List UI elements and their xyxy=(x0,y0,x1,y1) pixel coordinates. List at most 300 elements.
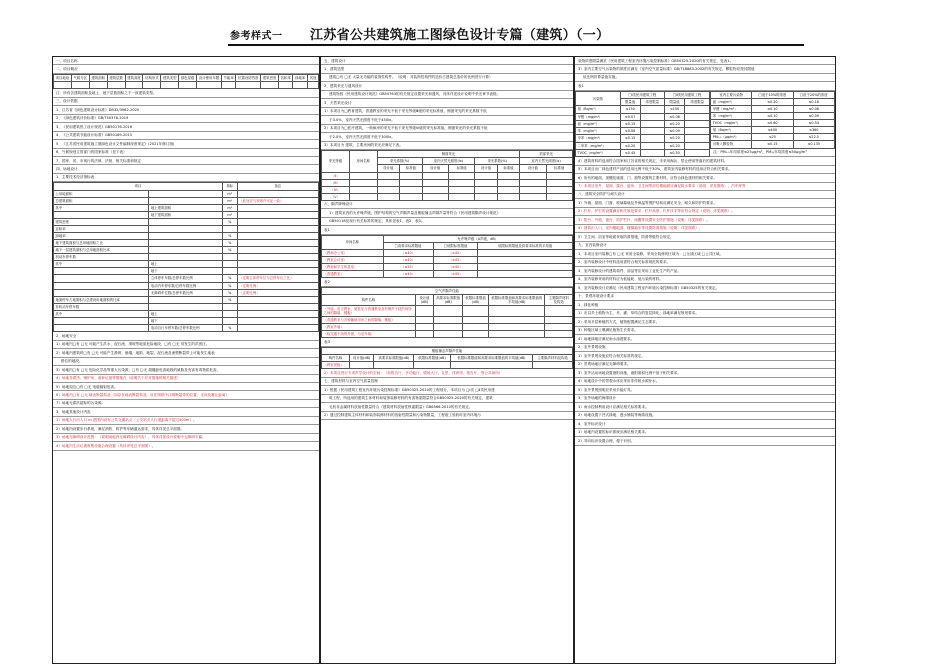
tech-table-title: 1、主要技术经济指标表 xyxy=(53,174,319,182)
site-other-title: 3、场地其他设计内容 xyxy=(53,408,319,416)
overview-cell xyxy=(71,82,89,89)
tech-item: 地下一层建筑面积与总用地面积比率 xyxy=(54,247,149,254)
overview-cell xyxy=(197,82,222,89)
tech-row xyxy=(54,261,319,268)
t1-head: 允许噪声级（A声级，dB） xyxy=(383,235,572,242)
ta-row xyxy=(576,113,710,120)
t2-cell xyxy=(545,306,573,317)
dl-cell xyxy=(422,172,448,179)
t2-member: （外墙：语言教室、阅览室与普通教室及有噪声干扰的场所之间的隔墙、楼板） xyxy=(322,306,416,317)
t2-cell xyxy=(434,324,463,331)
ta-c xyxy=(685,113,710,120)
ta-v1: ≤0.06 xyxy=(620,128,640,135)
tb-v2: ≤0.08 xyxy=(793,106,834,113)
t2-col: 低限标准限值和高要求标准限值的平均值(dB) xyxy=(489,294,545,305)
t1-room: （教师和学生休息室） xyxy=(322,264,384,271)
ta-c xyxy=(685,149,710,156)
ta-name: 苯（mg/m³） xyxy=(576,128,621,135)
tech-unit: m² xyxy=(222,204,237,211)
tb-note: 注：PM₂.₅年均浓度≤25μg/m³，PM₁₀年均浓度≤50μg/m³ xyxy=(710,149,835,157)
other-item: 2）场地内设置步行系统，满足消防、救护等车辆通达需求，具体详见总平面图。 xyxy=(53,425,319,433)
overview-head: 项目地址 xyxy=(54,74,72,81)
header-rule xyxy=(228,44,804,46)
spec-item: 1、本项目室内装修□有 □无 采用全装修，采用全装修的区域为：□全部区域 □公共区域。 xyxy=(575,250,835,258)
tech-subitem xyxy=(149,240,222,247)
ta-row xyxy=(576,106,710,113)
tech-row xyxy=(54,317,319,324)
tech-note xyxy=(237,190,318,197)
dl-cell xyxy=(546,179,572,186)
basis-item: 6、气候规划主管部门的国家标准（见下表） xyxy=(53,149,319,157)
overview-cell xyxy=(89,82,107,89)
tech-note xyxy=(237,254,318,261)
tech-note xyxy=(237,325,318,332)
t1-col-room: 房间名称 xyxy=(322,235,384,249)
overview-cell xyxy=(143,82,161,89)
t1-high: （≤40） xyxy=(383,249,433,256)
tb-row xyxy=(711,113,835,120)
daylight-row xyxy=(322,186,573,193)
spec-item: 4）建筑材料的选用符合国家和江苏省的相关规定，未采用淘汰、禁止使用等落后的建筑材料。 xyxy=(575,157,835,165)
spec-item: 2、室外景观设施 xyxy=(575,344,835,352)
tech-unit xyxy=(222,261,237,268)
dl-cell xyxy=(422,193,448,200)
tech-subitem: 地下建筑面积 xyxy=(149,211,222,218)
tech-subitem: 电动自行车停车数/总停车数比例 xyxy=(149,325,222,332)
t3-row xyxy=(322,362,573,369)
tech-head-item: 项目 xyxy=(54,183,223,190)
t2-cell xyxy=(462,324,488,331)
ta-v1: ≤0.15 xyxy=(620,120,640,127)
material-item: 2）通过控制建筑主体材料和装饰装修材料的放射性限量和污染物限量，工程竣工验收时室内环境污 xyxy=(321,412,573,420)
tech-subitem xyxy=(149,254,222,261)
t2-cell xyxy=(434,331,463,338)
tech-subitem: 地上建筑面积 xyxy=(149,204,222,211)
overview-head: 绿地率 xyxy=(293,74,307,81)
ta-title: 表1 xyxy=(575,82,835,90)
overview-head: 建筑层数 xyxy=(107,74,125,81)
pollutant-table-2 xyxy=(710,91,835,149)
overview-cell xyxy=(125,82,143,89)
spec-item: 7）本项目室外、屋面、露台、厨房、卫生间等部位楼地面应满足防水要求（说明：详见图纸），汽车库等 xyxy=(575,183,835,191)
basis-item: 7、国家、省、市现行的法律、法规、相关标准和规定 xyxy=(53,157,319,165)
tech-row xyxy=(54,325,319,332)
dl-cell xyxy=(497,179,519,186)
tb-name: 苯（mg/m³） xyxy=(711,113,752,120)
overview-head: 其他 xyxy=(307,74,318,81)
tech-item: 其中 xyxy=(54,310,149,317)
dl-cell xyxy=(497,186,519,193)
basis-item: 4、《公共建筑节能设计标准》GB50189-2015 xyxy=(53,132,319,140)
dl-cell xyxy=(520,186,546,193)
t2-cell xyxy=(415,331,434,338)
t2-cell xyxy=(489,331,545,338)
other-item: 1）场地人行出入口 m 范围内设有公共交通站点（公交站点人行道距离不超过500m）。 xyxy=(53,417,319,425)
tech-row xyxy=(54,225,319,232)
overview-cell xyxy=(179,82,197,89)
tb-v2: ≤0.135 xyxy=(793,141,834,148)
tech-subitem: 地下 xyxy=(149,317,222,324)
dl-grade: （Ⅲ） xyxy=(322,179,350,186)
ta-col-pollutant: 污染物 xyxy=(576,91,621,105)
basis-item: 3、《民用建筑热工设计规范》GB50176-2016 xyxy=(53,123,319,131)
dl-cell xyxy=(400,193,422,200)
dl-cell xyxy=(377,193,399,200)
overview-cell xyxy=(54,82,72,89)
tb-v1: ≤0.20 xyxy=(752,99,793,106)
dl-sub-value-head: 设计值 xyxy=(475,165,497,172)
tb-col-name: 室内主要污染物 xyxy=(711,91,752,98)
dl-cell xyxy=(400,179,422,186)
t1-title: 表1 xyxy=(321,226,573,234)
tb-row xyxy=(711,141,835,148)
dl-cell xyxy=(349,172,377,179)
tech-note xyxy=(237,247,318,254)
safety-item: 4）场地非滞涝、锅炉房、废弃垃圾等措施在（说明关于应对措施的相关描述） xyxy=(53,375,319,383)
spec-item: 2）栏杆、护栏的设置满足相关规范要求，栏杆高度、栏杆扶手等应符合规定（说明：详见图纸）。 xyxy=(575,208,835,216)
tech-unit: % xyxy=(222,240,237,247)
spec-item: 4）场地绿地应满足雨水渗透要求。 xyxy=(575,335,835,343)
dl-cell xyxy=(448,186,474,193)
tb-v1: ≤400 xyxy=(752,127,793,134)
daylight-item: 于3.0%，室内天然光照度不低于450lx。 xyxy=(321,116,573,124)
tech-row xyxy=(54,211,319,218)
t2-row xyxy=(322,331,573,338)
dl-cell xyxy=(546,172,572,179)
t3-cell xyxy=(374,362,414,369)
overview-cell xyxy=(293,82,307,89)
material-item: 无机非金属材料放射性限量符合《建筑材料放射性核素限量》GB6566-2010的有关规定。 xyxy=(321,403,573,411)
t2-row xyxy=(322,306,573,317)
tech-row xyxy=(54,303,319,310)
spec-item: 3、室内装修设计的建筑构件、部品等应采用工业化生产的产品。 xyxy=(575,267,835,275)
ta-sub-head: 限量值 xyxy=(664,99,684,106)
overview-head: 建筑面积 xyxy=(89,74,107,81)
section-basis: 三、设计依据 xyxy=(53,98,319,106)
tech-row xyxy=(54,254,319,261)
tech-unit xyxy=(222,317,237,324)
spec-item: 4、室外标识设计 xyxy=(575,420,835,428)
material-item: 2）本项目进行专项声学设计的空间：（如报告厅、多功能厅、剧场大厅、礼堂、体育馆、报告厅、等公共场所） xyxy=(321,369,573,377)
tech-row xyxy=(54,240,319,247)
dl-cell xyxy=(377,186,399,193)
tb-row xyxy=(711,134,835,141)
tb-row xyxy=(711,127,835,134)
overview-head: 建筑高度 xyxy=(125,74,143,81)
tb-v2: ≤0.18 xyxy=(793,99,834,106)
basis-item: 1、江苏省《绿色建筑设计标准》DB32/3962-2020 xyxy=(53,106,319,114)
dl-cell xyxy=(349,179,377,186)
t1-avg xyxy=(478,257,573,264)
dl-head-top: 顶部采光 xyxy=(520,151,573,158)
t2-col: 构件名称 xyxy=(322,294,416,305)
tech-item: 其中 xyxy=(54,204,149,211)
overview-head: 气候分区 xyxy=(71,74,89,81)
tech-item: 地面停车占地面积与总建设用地面积的比率 xyxy=(54,296,149,303)
material-item: 筑工程，所选用的建筑主体材料和装饰装修材料的有害物质限量符合GB50325-2020的有关规定，建筑 xyxy=(321,395,573,403)
ta-sub-head: 浓度限量 xyxy=(685,99,710,106)
spec-item: 2）采用多层种植的方式，植物配置满足生态要求。 xyxy=(575,318,835,326)
t1-high: （≤35） xyxy=(383,264,433,271)
t2-member: （普通教室与各种辅助用房之间的隔墙、楼板） xyxy=(322,317,416,324)
t2-col: 低限标准限值(dB) xyxy=(462,294,488,305)
t2-member: （临交通干线的外窗，为室外墙） xyxy=(322,331,416,338)
noise-text-2: GB50118及现行有关标准的规定，具体见表1、表2、表3。 xyxy=(321,218,573,226)
dl-grade: （Ⅳ） xyxy=(322,186,350,193)
overview-head: 抗震设防烈度 xyxy=(236,74,261,81)
tb-name: 可吸入颗粒物 xyxy=(711,141,752,148)
dl-grade: （Ⅱ） xyxy=(322,172,350,179)
tech-row xyxy=(54,204,319,211)
section-project-name: 一、项目名称： xyxy=(53,57,319,65)
tech-subitem: 电动汽车停车数/总停车数比例 xyxy=(149,282,222,289)
basis-item: 5、《江苏省民用建筑施工图绿色设计文件编制深度规定》(2021年修订版) xyxy=(53,140,319,148)
tech-subitem: 立体停车车数/总停车数比例 xyxy=(149,275,222,282)
dl-cell xyxy=(377,172,399,179)
dl-head-side: 侧面采光 xyxy=(377,151,520,158)
t3-col: 高要求标准限值(dB) xyxy=(374,354,414,361)
tech-note xyxy=(237,211,318,218)
form-title: 1、建筑造型 xyxy=(321,65,573,73)
spec-item: 5）卫生间、浴室等地面采取防滑措施，防滑等级符合规定。 xyxy=(575,233,835,241)
tech-unit: % xyxy=(222,275,237,282)
tb-row xyxy=(711,99,835,106)
spec-item: 5）室外景观照明应采用节能灯具。 xyxy=(575,386,835,394)
tech-item: 建筑密度 xyxy=(54,218,149,225)
tb-name: TVOC（mg/m³） xyxy=(711,120,752,127)
dl-sub-value-head: 标准值 xyxy=(546,165,572,172)
spec-item: 十、景观环境设计要求 xyxy=(575,293,835,301)
t1-room: （教室会议室） xyxy=(322,257,384,264)
tech-subitem: 地下 xyxy=(149,268,222,275)
t2-head: 空气声隔声性能 xyxy=(322,287,573,294)
daylight-title: 3、天然采光设计 xyxy=(321,99,573,107)
other-item: 3）场地无障碍设计范围：（说明场地内无障碍设计内容），具体详见设计说明中无障碍专篇。 xyxy=(53,434,319,442)
spec-item: 4、室内装修采用的材料应为低能耗、低污染的材料。 xyxy=(575,276,835,284)
material-item: 七、建筑材料与室内空气质量控制 xyxy=(321,378,573,386)
overview-cell xyxy=(161,82,179,89)
t3-head: 楼板撞击声隔声性能 xyxy=(322,347,573,354)
spec-item: 4）场地设计中的景观水体应采用非传统水源补水。 xyxy=(575,378,835,386)
spec-item: 1）外墙、屋面、门窗、玻璃幕墙及外保温等围护结构应满足安全、耐久和防护的要求。 xyxy=(575,199,835,207)
tb-row xyxy=(711,106,835,113)
ta-c xyxy=(685,135,710,142)
dl-cell xyxy=(422,186,448,193)
t3-col: 低限标准限值(dB) xyxy=(414,354,450,361)
t3-col: 低限标准限值和高要求标准限值的平均值(dB) xyxy=(450,354,533,361)
spec-item: 5、室内装修设计应满足《民用建筑工程室内环境污染控制标准》GB50325的有关规定。 xyxy=(575,284,835,292)
safety-item: 5）场地周边□有 □无 电磁辐射危害。 xyxy=(53,383,319,391)
tb-v1: ≤25 xyxy=(752,134,793,141)
tech-note: （此处应与规划许可证一致） xyxy=(237,197,318,204)
dl-sub-value-head: 标准值 xyxy=(497,165,519,172)
safety-item: 错位的地段。 xyxy=(53,358,319,366)
tb-v1: ≤0.10 xyxy=(752,113,793,120)
tech-item: 其中 xyxy=(54,261,149,268)
dl-cell xyxy=(475,172,497,179)
tech-subitem xyxy=(149,225,222,232)
overview-head: 建筑密度 xyxy=(261,74,279,81)
dl-sub-value-head: 标准值 xyxy=(400,165,422,172)
tech-item xyxy=(54,282,149,289)
tech-subitem: 地上 xyxy=(149,261,222,268)
light-vent-title: 2、建筑采光与通风设计 xyxy=(321,82,573,90)
overview-head: 结构形式 xyxy=(143,74,161,81)
t2-cell xyxy=(462,306,488,317)
ta-c xyxy=(640,128,664,135)
ta-c xyxy=(685,142,710,149)
overview-cell xyxy=(279,82,293,89)
ta-name: 二甲苯（mg/m³） xyxy=(576,142,621,149)
t2-row xyxy=(322,317,573,324)
t2-col: 高要求标准限值(dB) xyxy=(434,294,463,305)
t1-high: （≤40） xyxy=(383,257,433,264)
dl-cell xyxy=(520,179,546,186)
overview-cell xyxy=(261,82,279,89)
ta-name: 氨（mg/m³） xyxy=(576,120,621,127)
t2-cell xyxy=(545,331,573,338)
dl-cell xyxy=(546,193,572,200)
tech-subitem xyxy=(149,197,222,204)
spec-item: 1）雨水控制利用设计应满足相关标准要求。 xyxy=(575,403,835,411)
other-item: 4）场地内生活垃圾收集设施合理设置（具体详见总平面图）。 xyxy=(53,442,319,450)
air-quality-item: 低比例折算量值实施。 xyxy=(575,74,835,82)
ta-c xyxy=(640,106,664,113)
daylight-item: 1）本项目为□教育建筑，普通教室的采光不低于采光等级Ⅲ级的采光标准值，侧窗采光的采光系数不低 xyxy=(321,108,573,116)
t2-cell xyxy=(489,324,545,331)
t1-row xyxy=(322,271,573,278)
ta-row xyxy=(576,135,710,142)
dl-cell xyxy=(377,179,399,186)
tech-item xyxy=(54,325,149,332)
ta-c xyxy=(685,120,710,127)
ta-sub-head: 限量值 xyxy=(620,99,640,106)
t1-col-low: □低限标准限值 xyxy=(433,242,478,249)
column-right xyxy=(574,56,836,664)
t2-cell xyxy=(545,317,573,324)
tech-unit xyxy=(222,303,237,310)
ta-v2: ≤0.09 xyxy=(664,128,684,135)
dl-cell xyxy=(448,179,474,186)
section-noise: 六、隔声降噪设计 xyxy=(321,201,573,209)
t2-col: 设计值(dB) xyxy=(415,294,434,305)
ta-v2: ≤0.20 xyxy=(664,135,684,142)
tech-item: 公用地面积 xyxy=(54,190,149,197)
daylight-table xyxy=(321,150,573,201)
tech-unit: % xyxy=(222,233,237,240)
t2-cell xyxy=(545,324,573,331)
t1-high: （≤40） xyxy=(383,271,433,278)
dl-cell xyxy=(497,193,519,200)
tech-unit: % xyxy=(222,247,237,254)
tech-unit xyxy=(222,310,237,317)
ta-v1: ≤0.20 xyxy=(620,142,640,149)
safety-item: 1）场地内□有 □无 可能产生洪水、泥石流、滑坡等地质危险地段，□有 □无 易发生的洪涝区。 xyxy=(53,341,319,349)
t1-room: （教师办公室） xyxy=(322,249,384,256)
section-architecture: 五、建筑设计 xyxy=(321,57,573,65)
spec-item: 3）阳台、外窗、窗台、防护栏杆、雨棚等设置安全防护措施（说明：详见图纸）。 xyxy=(575,216,835,224)
tech-subitem xyxy=(149,303,222,310)
dl-cell xyxy=(520,172,546,179)
spec-item: 4）建筑出入口、室内楼地面、楼梯踏步等设置防滑措施（说明：详见图纸）。 xyxy=(575,225,835,233)
ta-v2: ≤0.50 xyxy=(664,149,684,156)
tech-item: 绿地率 xyxy=(54,233,149,240)
overview-cell xyxy=(221,82,235,89)
tech-note xyxy=(237,268,318,275)
spec-item: 2）景观场地应满足无障碍要求。 xyxy=(575,361,835,369)
t2-cell xyxy=(489,306,545,317)
dl-cell xyxy=(475,179,497,186)
tech-subitem xyxy=(149,247,222,254)
dl-sub-head: 采光系数(%) xyxy=(377,158,422,165)
tb-name: 甲醛（mg/m³） xyxy=(711,106,752,113)
ta-c xyxy=(685,128,710,135)
ta-name: 甲苯（mg/m³） xyxy=(576,135,621,142)
tb-col-20: □低于20%的浓度 xyxy=(793,91,834,98)
dl-grade: （Ⅴ） xyxy=(322,193,350,200)
spec-item: 1、绿化种植 xyxy=(575,301,835,309)
tech-note xyxy=(237,317,318,324)
tech-item: 机动车停车数 xyxy=(54,254,149,261)
spec-item: 1）场地内设置的标识系统应满足相关要求。 xyxy=(575,429,835,437)
dl-sub-value-head: 标准值 xyxy=(448,165,474,172)
tech-row xyxy=(54,197,319,204)
ta-sub-head: 浓度限量 xyxy=(640,99,664,106)
spec-item: 1）应以乡土植物为主，乔、灌、草结合的复层绿化，绿地率满足规划要求。 xyxy=(575,310,835,318)
daylight-row xyxy=(322,179,573,186)
t3-cell xyxy=(414,362,450,369)
spec-item: 2）导向标识设置合理，便于识别。 xyxy=(575,437,835,445)
tech-row xyxy=(54,190,319,197)
tech-unit: % xyxy=(222,325,237,332)
t1-room: （普通教室） xyxy=(322,271,384,278)
tech-note xyxy=(237,218,318,225)
tech-item: 容积率 xyxy=(54,225,149,232)
tech-row xyxy=(54,218,319,225)
tech-item: 总建筑面积 xyxy=(54,197,149,204)
ta-v1: ≤0.07 xyxy=(620,113,640,120)
tech-note: （注明比例） xyxy=(237,289,318,296)
ta-name: 甲醛（mg/m³） xyxy=(576,113,621,120)
t2-cell xyxy=(462,317,488,324)
t3-col: 构件名称 xyxy=(322,354,350,361)
dl-cell xyxy=(349,193,377,200)
light-vent-text: 建筑物按《民用建筑设计规范》GB50763的有关规定设置采光和通风，具体详见设计说明中采光章节表格。 xyxy=(321,91,573,99)
spec-item: 八、建筑安全防护与耐久设计 xyxy=(575,191,835,199)
dl-cell xyxy=(400,186,422,193)
noise-table-3 xyxy=(321,347,573,369)
ta-v1: ≤0.45 xyxy=(620,149,640,156)
tb-v2: ≤22.5 xyxy=(793,134,834,141)
dl-cell xyxy=(400,172,422,179)
dl-cell xyxy=(546,186,572,193)
t1-low: （≤40） xyxy=(433,264,478,271)
material-item: 1）根据《民用建筑工程室内环境污染控制标准》GB50325-2020的工程划分，本项目为 □Ⅰ类 □Ⅱ类民用建 xyxy=(321,386,573,394)
t2-cell xyxy=(434,317,463,324)
ta-c xyxy=(685,106,710,113)
column-left xyxy=(52,56,320,664)
spec-item: 6）所有的地面、顶棚及墙面、门、窗等设置的主要材料，应符合绿色建材的相关要求。 xyxy=(575,174,835,182)
ta-c xyxy=(640,142,664,149)
pollutant-tables xyxy=(575,91,835,157)
dl-sub-head: 室内天然光照度(lx) xyxy=(422,158,475,165)
t3-cell xyxy=(533,362,573,369)
page-title: 江苏省公共建筑施工图绿色设计专篇（建筑）（一） xyxy=(310,28,610,43)
tech-row xyxy=(54,296,319,303)
tech-note xyxy=(237,225,318,232)
noise-table-1 xyxy=(321,235,573,278)
t1-low: （≤45） xyxy=(433,271,478,278)
